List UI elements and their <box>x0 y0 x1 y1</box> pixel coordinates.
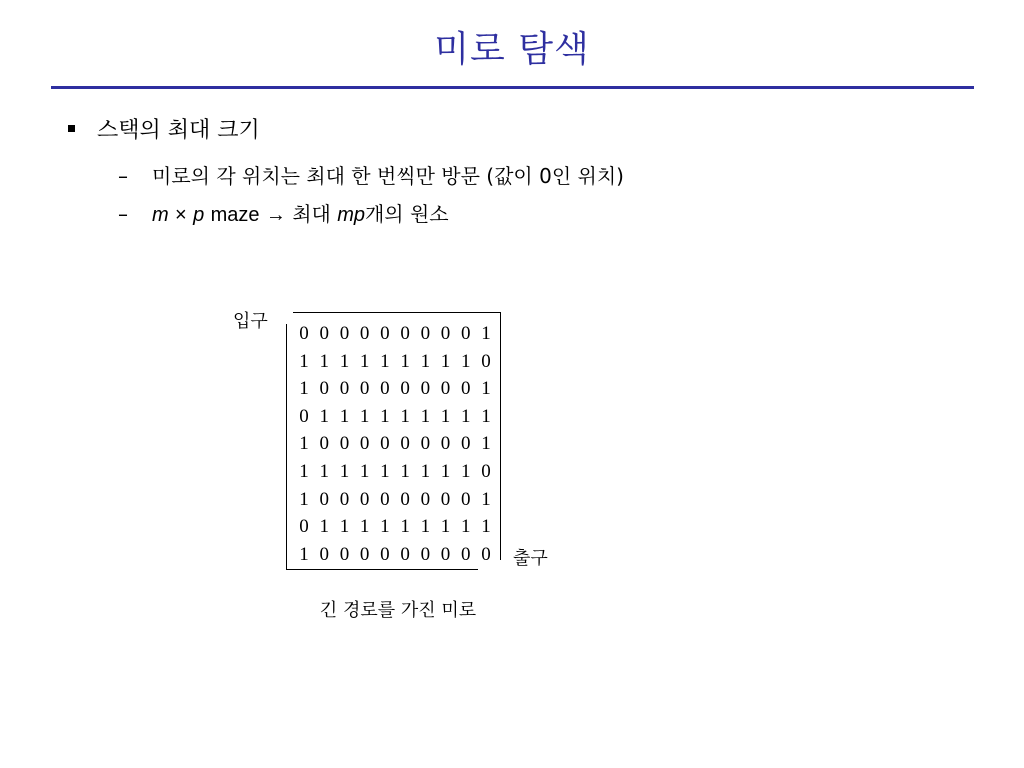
maze-cell: 0 <box>440 543 451 565</box>
maze-row <box>294 375 496 403</box>
maze-cell: 1 <box>461 350 471 372</box>
elements-text: 개의 원소 <box>364 202 449 226</box>
maze-cell: 0 <box>420 433 431 455</box>
maze-cell: 0 <box>359 433 370 455</box>
maze-cell: 1 <box>299 378 309 400</box>
max-word: 최대 <box>292 202 331 226</box>
dash-bullet-icon: – <box>118 164 128 188</box>
maze-row <box>294 430 496 458</box>
maze-cell: 1 <box>400 405 410 427</box>
slide-title: 미로 탐색 <box>434 29 590 70</box>
maze-cell: 0 <box>339 543 350 565</box>
maze-word: maze <box>210 204 260 226</box>
maze-cell: 0 <box>481 350 491 372</box>
maze-cell: 1 <box>380 350 390 372</box>
maze-cell: 0 <box>461 543 471 565</box>
maze-cell: 1 <box>400 350 410 372</box>
maze-cell: 1 <box>319 516 329 538</box>
maze-cell: 0 <box>400 323 410 344</box>
maze-cell: 0 <box>299 405 309 427</box>
maze-cell: 1 <box>299 433 309 455</box>
maze-cell: 1 <box>299 543 309 565</box>
maze-cell: 1 <box>481 516 491 538</box>
maze-exit-label: 출구 <box>513 548 548 569</box>
maze-cell: 0 <box>461 378 471 400</box>
maze-entry-gap <box>281 309 293 324</box>
maze-cell: 1 <box>461 516 471 538</box>
bullet-text: 스택의 최대 크기 <box>97 118 260 143</box>
maze-cell: 0 <box>380 433 390 455</box>
maze-cell: 1 <box>420 516 431 538</box>
maze-cell: 0 <box>461 488 471 510</box>
sub-bullet-visits <box>118 162 624 190</box>
maze-cell: 0 <box>420 378 431 400</box>
maze-cell: 0 <box>380 378 390 400</box>
var-p: p <box>193 204 205 226</box>
maze-cell: 0 <box>420 488 431 510</box>
maze-row <box>294 348 496 376</box>
var-m: m <box>152 204 169 226</box>
maze-cell: 1 <box>481 405 491 427</box>
maze-cell: 1 <box>440 405 451 427</box>
maze-cell: 1 <box>359 350 370 372</box>
maze-cell: 1 <box>380 460 390 482</box>
maze-cell: 0 <box>481 460 491 482</box>
maze-row <box>294 458 496 486</box>
maze-cell: 0 <box>400 433 410 455</box>
maze-row <box>294 320 496 348</box>
maze-cell: 1 <box>319 460 329 482</box>
maze-cell: 1 <box>359 516 370 538</box>
maze-cell: 0 <box>400 378 410 400</box>
maze-cell: 0 <box>339 488 350 510</box>
title-divider <box>51 86 974 89</box>
maze-row <box>294 513 496 541</box>
maze-cell: 1 <box>420 350 431 372</box>
maze-cell: 1 <box>380 405 390 427</box>
maze-cell: 1 <box>339 516 350 538</box>
maze-cell: 0 <box>339 378 350 400</box>
maze-row <box>294 541 496 569</box>
maze-cell: 1 <box>420 405 431 427</box>
maze-cell: 1 <box>440 350 451 372</box>
maze-cell: 1 <box>359 405 370 427</box>
maze-cell: 1 <box>299 460 309 482</box>
maze-cell: 1 <box>400 516 410 538</box>
maze-grid <box>294 320 496 568</box>
maze-cell: 0 <box>319 543 329 565</box>
maze-cell: 1 <box>481 323 491 344</box>
maze-cell: 0 <box>420 543 431 565</box>
maze-cell: 1 <box>461 405 471 427</box>
maze-cell: 0 <box>319 488 329 510</box>
maze-cell: 0 <box>359 488 370 510</box>
maze-cell: 0 <box>359 543 370 565</box>
maze-entry-label: 입구 <box>233 311 268 332</box>
maze-cell: 1 <box>299 350 309 372</box>
maze-cell: 0 <box>440 433 451 455</box>
maze-cell: 0 <box>380 323 390 344</box>
maze-cell: 1 <box>420 460 431 482</box>
maze-cell: 1 <box>339 460 350 482</box>
maze-cell: 0 <box>461 433 471 455</box>
maze-cell: 0 <box>319 433 329 455</box>
maze-cell: 1 <box>440 516 451 538</box>
maze-cell: 0 <box>481 543 491 565</box>
maze-cell: 0 <box>380 543 390 565</box>
maze-row <box>294 486 496 514</box>
square-bullet-icon <box>68 125 75 132</box>
maze-cell: 0 <box>420 323 431 344</box>
maze-cell: 0 <box>440 488 451 510</box>
maze-cell: 1 <box>481 433 491 455</box>
maze-cell: 1 <box>481 378 491 400</box>
maze-cell: 1 <box>380 516 390 538</box>
maze-cell: 0 <box>299 516 309 538</box>
arrow-symbol: → <box>265 204 286 226</box>
sub-bullet-visits-text: 미로의 각 위치는 최대 한 번씩만 방문 (값이 0인 위치) <box>152 164 624 188</box>
maze-cell: 0 <box>359 378 370 400</box>
maze-cell: 0 <box>319 323 329 344</box>
maze-cell: 1 <box>359 460 370 482</box>
maze-cell: 0 <box>400 488 410 510</box>
maze-cell: 0 <box>461 323 471 344</box>
maze-cell: 1 <box>319 350 329 372</box>
maze-cell: 1 <box>481 488 491 510</box>
maze-cell: 1 <box>461 460 471 482</box>
maze-cell: 1 <box>319 405 329 427</box>
maze-cell: 0 <box>299 323 309 344</box>
maze-cell: 1 <box>440 460 451 482</box>
sub-bullet-size <box>118 200 449 229</box>
maze-cell: 1 <box>400 460 410 482</box>
maze-caption: 긴 경로를 가진 미로 <box>319 600 477 621</box>
var-mp: mp <box>337 204 365 226</box>
maze-cell: 1 <box>339 350 350 372</box>
maze-cell: 0 <box>339 433 350 455</box>
maze-row <box>294 403 496 431</box>
maze-cell: 0 <box>400 543 410 565</box>
maze-cell: 0 <box>440 323 451 344</box>
maze-cell: 0 <box>440 378 451 400</box>
maze-cell: 0 <box>359 323 370 344</box>
bullet-item <box>68 116 260 146</box>
times-symbol: × <box>175 204 187 226</box>
maze-cell: 0 <box>339 323 350 344</box>
maze-cell: 1 <box>339 405 350 427</box>
maze-cell: 1 <box>299 488 309 510</box>
maze-cell: 0 <box>319 378 329 400</box>
dash-bullet-icon: – <box>118 202 128 226</box>
maze-cell: 0 <box>380 488 390 510</box>
